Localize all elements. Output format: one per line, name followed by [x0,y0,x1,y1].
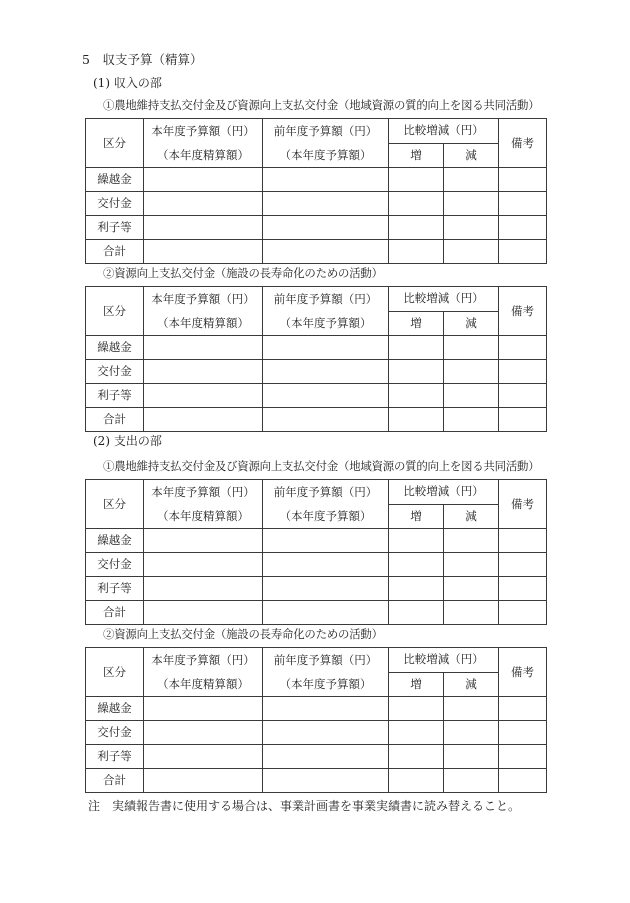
row-label: 利子等 [86,384,144,408]
previous-amount-cell [263,240,389,264]
increase-cell [389,336,444,360]
remarks-cell [499,529,547,553]
row-label: 利子等 [86,745,144,769]
decrease-header: 減 [444,672,499,697]
header-row [86,480,547,505]
previous-sub-label: （本年度予算額） [279,677,372,691]
category-header: 区分 [86,119,144,168]
current-amount-cell [144,216,263,240]
row-label: 合計 [86,601,144,625]
increase-cell [389,769,444,793]
remarks-header: 備考 [499,119,547,168]
decrease-cell [444,721,499,745]
income-part-heading: (1) 収入の部 [93,76,162,90]
previous-year-header [263,287,389,336]
expenditure-budget-table-2 [85,647,547,793]
remarks-header: 備考 [499,648,547,697]
decrease-cell [444,769,499,793]
row-label: 交付金 [86,721,144,745]
current-amount-cell [144,384,263,408]
previous-amount-cell [263,408,389,432]
previous-amount-cell [263,216,389,240]
previous-budget-label: 前年度予算額（円） [273,653,378,667]
increase-cell [389,384,444,408]
current-amount-cell [144,360,263,384]
previous-amount-cell [263,697,389,721]
decrease-cell [444,697,499,721]
current-settlement-label: （本年度精算額） [157,677,249,691]
table-row [86,408,547,432]
increase-header: 増 [389,143,444,168]
remarks-cell [499,697,547,721]
current-amount-cell [144,553,263,577]
row-label: 繰越金 [86,697,144,721]
comparison-header: 比較増減（円） [389,648,499,673]
decrease-cell [444,577,499,601]
table-row [86,769,547,793]
table-row [86,216,547,240]
table-row [86,240,547,264]
increase-header: 増 [389,504,444,529]
header-row [86,648,547,673]
comparison-header: 比較増減（円） [389,119,499,144]
income-budget-table-1 [85,118,547,264]
increase-cell [389,553,444,577]
current-amount-cell [144,408,263,432]
section-title: 5 収支予算（精算） [82,52,203,67]
current-budget-label: 本年度予算額（円） [151,124,255,138]
current-year-header [144,119,263,168]
decrease-cell [444,360,499,384]
table-row [86,360,547,384]
decrease-cell [444,384,499,408]
remarks-cell [499,336,547,360]
table-caption: ②資源向上支払交付金（施設の長寿命化のための活動） [103,266,383,280]
current-amount-cell [144,745,263,769]
decrease-cell [444,168,499,192]
decrease-cell [444,553,499,577]
decrease-cell [444,192,499,216]
current-amount-cell [144,192,263,216]
table-caption: ①農地維持支払交付金及び資源向上支払交付金（地域資源の質的向上を図る共同活動） [103,98,540,112]
previous-amount-cell [263,168,389,192]
decrease-cell [444,601,499,625]
remarks-header: 備考 [499,480,547,529]
previous-budget-label: 前年度予算額（円） [273,485,378,499]
previous-amount-cell [263,553,389,577]
remarks-cell [499,192,547,216]
table-row [86,529,547,553]
increase-cell [389,745,444,769]
table-row [86,168,547,192]
table-row [86,745,547,769]
table-row [86,336,547,360]
current-budget-label: 本年度予算額（円） [151,292,255,306]
row-label: 繰越金 [86,168,144,192]
table-row [86,384,547,408]
table-row [86,721,547,745]
current-year-header [144,287,263,336]
expenditure-part-heading: (2) 支出の部 [93,434,162,448]
row-label: 合計 [86,769,144,793]
footnote: 注 実績報告書に使用する場合は、事業計画書を事業実績書に読み替えること。 [88,799,521,813]
current-amount-cell [144,721,263,745]
current-amount-cell [144,529,263,553]
current-amount-cell [144,697,263,721]
remarks-cell [499,168,547,192]
increase-header: 増 [389,311,444,336]
remarks-cell [499,408,547,432]
table-caption: ①農地維持支払交付金及び資源向上支払交付金（地域資源の質的向上を図る共同活動） [103,459,540,473]
header-row [86,287,547,312]
row-label: 合計 [86,408,144,432]
previous-amount-cell [263,192,389,216]
previous-amount-cell [263,769,389,793]
previous-amount-cell [263,721,389,745]
current-budget-label: 本年度予算額（円） [151,485,255,499]
current-settlement-label: （本年度精算額） [157,509,249,523]
comparison-header: 比較増減（円） [389,287,499,312]
decrease-header: 減 [444,504,499,529]
previous-sub-label: （本年度予算額） [279,316,372,330]
previous-amount-cell [263,529,389,553]
header-row [86,119,547,144]
previous-amount-cell [263,336,389,360]
remarks-cell [499,577,547,601]
row-label: 交付金 [86,360,144,384]
current-year-header [144,480,263,529]
current-amount-cell [144,769,263,793]
increase-cell [389,697,444,721]
increase-cell [389,408,444,432]
remarks-cell [499,553,547,577]
previous-year-header [263,119,389,168]
decrease-cell [444,336,499,360]
category-header: 区分 [86,480,144,529]
table-caption: ②資源向上支払交付金（施設の長寿命化のための活動） [103,627,383,641]
category-header: 区分 [86,287,144,336]
increase-cell [389,601,444,625]
table-row [86,697,547,721]
previous-amount-cell [263,384,389,408]
remarks-cell [499,240,547,264]
increase-cell [389,360,444,384]
current-year-header [144,648,263,697]
current-amount-cell [144,168,263,192]
previous-budget-label: 前年度予算額（円） [273,124,378,138]
current-amount-cell [144,336,263,360]
increase-header: 増 [389,672,444,697]
increase-cell [389,529,444,553]
income-budget-table-2 [85,286,547,432]
remarks-cell [499,721,547,745]
row-label: 合計 [86,240,144,264]
decrease-cell [444,408,499,432]
decrease-cell [444,745,499,769]
remarks-cell [499,769,547,793]
remarks-cell [499,360,547,384]
previous-amount-cell [263,360,389,384]
row-label: 繰越金 [86,529,144,553]
row-label: 利子等 [86,577,144,601]
remarks-cell [499,745,547,769]
increase-cell [389,240,444,264]
table-row [86,553,547,577]
increase-cell [389,721,444,745]
remarks-cell [499,384,547,408]
decrease-header: 減 [444,143,499,168]
previous-budget-label: 前年度予算額（円） [273,292,378,306]
previous-year-header [263,480,389,529]
decrease-cell [444,216,499,240]
current-amount-cell [144,240,263,264]
row-label: 交付金 [86,553,144,577]
decrease-cell [444,240,499,264]
previous-sub-label: （本年度予算額） [279,509,372,523]
increase-cell [389,216,444,240]
increase-cell [389,192,444,216]
increase-cell [389,577,444,601]
row-label: 交付金 [86,192,144,216]
increase-cell [389,168,444,192]
current-settlement-label: （本年度精算額） [157,316,249,330]
remarks-header: 備考 [499,287,547,336]
decrease-header: 減 [444,311,499,336]
current-settlement-label: （本年度精算額） [157,148,249,162]
previous-year-header [263,648,389,697]
previous-sub-label: （本年度予算額） [279,148,372,162]
comparison-header: 比較増減（円） [389,480,499,505]
table-row [86,192,547,216]
row-label: 利子等 [86,216,144,240]
current-amount-cell [144,577,263,601]
expenditure-budget-table-1 [85,479,547,625]
table-row [86,601,547,625]
previous-amount-cell [263,601,389,625]
decrease-cell [444,529,499,553]
remarks-cell [499,601,547,625]
current-amount-cell [144,601,263,625]
category-header: 区分 [86,648,144,697]
previous-amount-cell [263,745,389,769]
remarks-cell [499,216,547,240]
previous-amount-cell [263,577,389,601]
row-label: 繰越金 [86,336,144,360]
current-budget-label: 本年度予算額（円） [151,653,255,667]
table-row [86,577,547,601]
